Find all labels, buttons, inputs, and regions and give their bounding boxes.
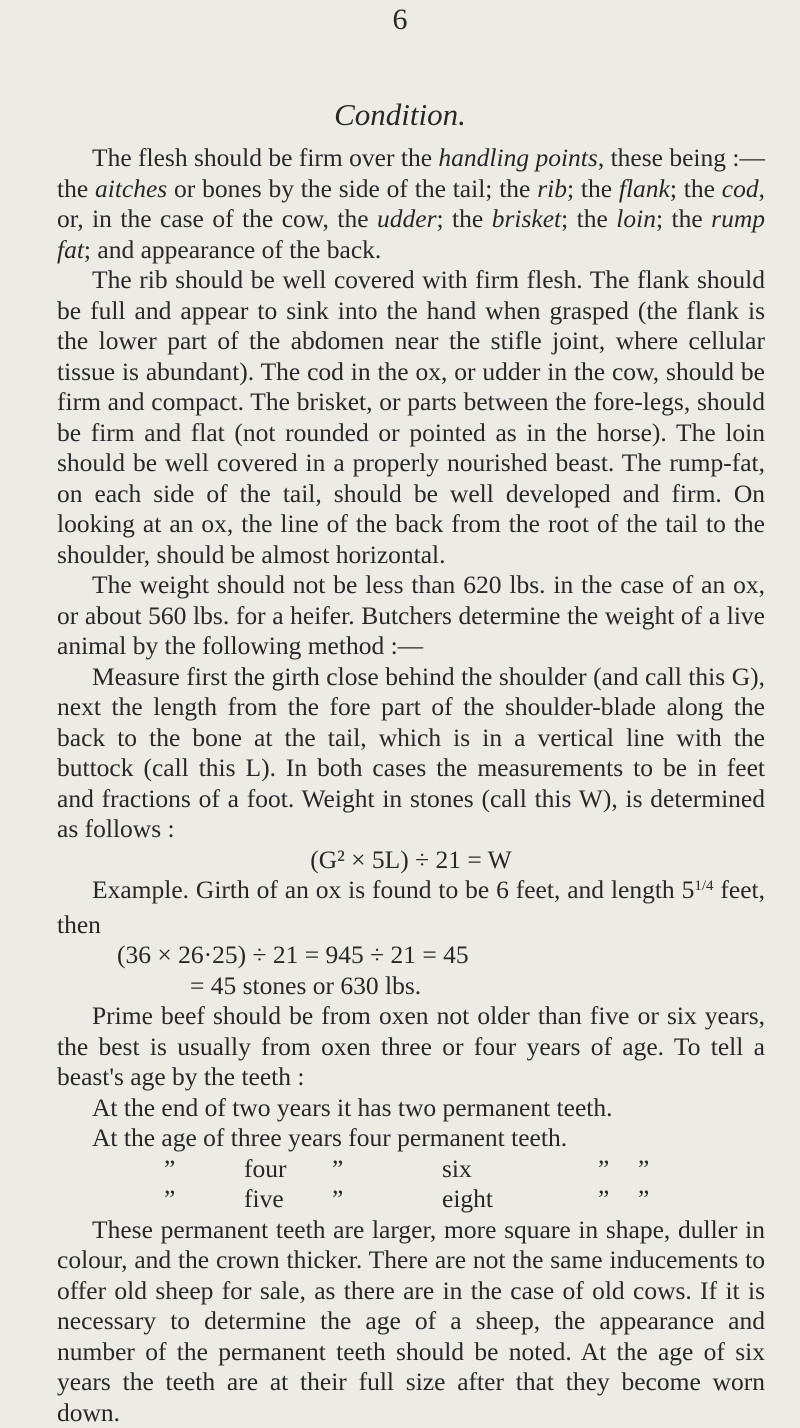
term-aitches: aitches [95,174,167,203]
calculation-line-2: = 45 stones or 630 lbs. [57,971,765,1002]
page-number: 6 [0,2,800,38]
calculation-line-1: (36 × 26·25) ÷ 21 = 945 ÷ 21 = 45 [57,940,765,971]
teeth-age: five [244,1184,332,1215]
teeth-line-two-years: At the end of two years it has two permanent teeth. [57,1093,765,1124]
text-run: ; the [567,174,619,203]
term-cod: cod [722,174,759,203]
example-fraction: 1/4 [694,878,713,894]
text-run: ; the [656,204,711,233]
ditto-mark: ” [638,1154,649,1185]
weight-formula: (G² × 5L) ÷ 21 = W [57,845,765,876]
ditto-mark: ” [332,1154,442,1185]
text-run: ; the [561,204,616,233]
paragraph-weight: The weight should not be less than 620 lbs. in the case of an ox, or about 560 lbs. for a heifer. Butchers determine the weight of a live animal by the following method :— [57,570,765,662]
teeth-line-three-years: At the age of three years four permanent teeth. [57,1123,765,1154]
teeth-row-four [57,1154,765,1185]
paragraph-rib-flank: The rib should be well covered with firm flesh. The flank should be full and appear to sink into the hand when grasped (the flank is the lower part of the abdomen near the stifle joint, where cellular tissue is abundant). The cod in the ox, or udder in the cow, should be firm and compact. The brisket, or parts between the fore-legs, should be firm and flat (not rounded or pointed as in the horse). The loin should be well covered in a properly nourished beast. The rump-fat, on each side of the tail, should be well developed and firm. On looking at an ox, the line of the back from the root of the tail to the shoulder, should be almost horizontal. [57,265,765,570]
text-run: ; and appearance of the back. [84,235,381,264]
ditto-mark: ” [598,1184,638,1215]
text-run: , these being :—the [57,143,765,203]
text-run: , or, in the case of the cow, the [57,174,765,234]
paragraph-handling-points [57,143,765,265]
teeth-age: four [244,1154,332,1185]
paragraph-prime-beef: Prime beef should be from oxen not older than five or six years, the best is usually from oxen three or four years of age. To tell a beast's age by the teeth : [57,1001,765,1093]
term-rump-fat: rump fat [57,204,765,264]
paragraph-permanent-teeth: These permanent teeth are larger, more square in shape, duller in colour, and the crown thicker. There are not the same inducements to offer old sheep for sale, as there are in the case of old cows. If it is necessary to determine the age of a sheep, the appearance and number of the permanent teeth should be noted. At the age of six years the teeth are at their full size after that they become worn down. [57,1215,765,1428]
term-rib: rib [537,174,567,203]
ditto-mark: ” [57,1154,244,1185]
teeth-row-five [57,1184,765,1215]
term-brisket: brisket [492,204,561,233]
paragraph-example [57,875,765,940]
ditto-mark: ” [638,1184,649,1215]
paragraph-measure: Measure first the girth close behind the shoulder (and call this G), next the length from the fore part of the shoulder-blade along the back to the bone at the tail, which is in a vertical line with the buttock (call this L). In both cases the measurements to be in feet and fractions of a foot. Weight in stones (call this W), is determined as follows : [57,662,765,845]
text-run: ; the [670,174,722,203]
term-handling-points: handling points [438,143,597,172]
text-run: or bones by the side of the tail; the [167,174,537,203]
section-heading: Condition. [0,95,800,135]
ditto-mark: ” [598,1154,638,1185]
ditto-mark: ” [332,1184,442,1215]
example-text: Example. Girth of an ox is found to be 6 feet, and length 5 [92,875,694,904]
body-text [57,143,765,1428]
text-run: The flesh should be firm over the [92,143,438,172]
teeth-count: six [442,1154,598,1185]
example-text-end: feet, then [57,875,765,939]
text-run: ; the [437,204,492,233]
teeth-count: eight [442,1184,598,1215]
term-loin: loin [616,204,656,233]
term-flank: flank [619,174,670,203]
term-udder: udder [377,204,437,233]
ditto-mark: ” [57,1184,244,1215]
